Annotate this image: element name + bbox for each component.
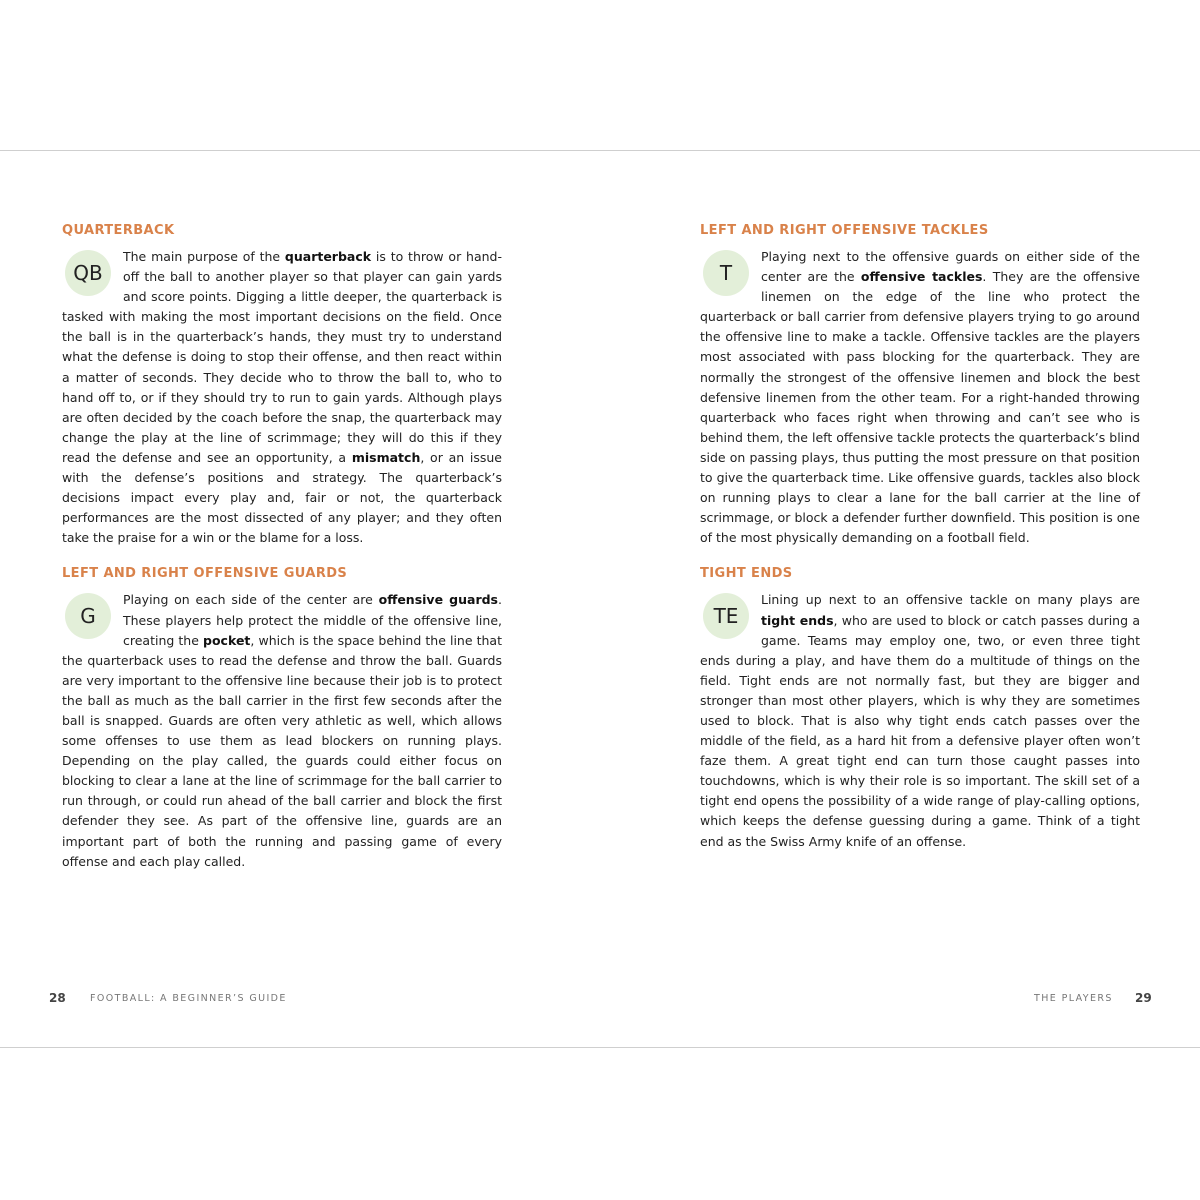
g-badge-icon: G [65, 593, 111, 639]
te-badge-icon: TE [703, 593, 749, 639]
section-tackles [700, 223, 1140, 548]
heading-quarterback: QUARTERBACK [62, 223, 175, 238]
term-mismatch: mismatch [351, 449, 421, 465]
left-page-number: 28 [49, 991, 66, 1005]
t-badge-icon: T [703, 250, 749, 296]
term-quarterback: quarterback [284, 249, 372, 264]
term-offensive-guards: offensive guards [378, 592, 498, 608]
right-page-number: 29 [1135, 991, 1152, 1005]
section-quarterback [62, 223, 502, 548]
term-offensive-tackles: offensive tackles [860, 269, 983, 285]
term-tight-ends: tight ends [761, 612, 834, 628]
paragraph-tackles: T Playing next to the offensive guards on either side of the center are the offensive tackles. They are the offensive linemen on the edge of the line who protect the quarterback or ball carrier from defensive players trying to go around the offensive line to make a tackle. Offensive tackles are the players most associated with pass blocking for the quarterback. They are normally the strongest of the offensive linemen and block the best defensive linemen from the other team. For a right-handed throwing quarterback who faces right when throwing and can’t see who is behind them, the left offensive tackle protects the quarterback’s blind side on passing plays, thus putting the most pressure on that position to give the quarterback time. Like offensive guards, tackles also block on running plays to clear a lane for the ball carrier at the line of scrimmage, or block a defender further downfield. This position is one of the most physically demanding on a football field. [700, 249, 1140, 546]
qb-badge-icon: QB [65, 250, 111, 296]
heading-tackles: LEFT AND RIGHT OFFENSIVE TACKLES [700, 223, 989, 238]
term-pocket: pocket [203, 632, 251, 648]
left-running-title: FOOTBALL: A BEGINNER’S GUIDE [90, 993, 287, 1004]
left-page-column [62, 223, 502, 890]
heading-tight-ends: TIGHT ENDS [700, 566, 793, 582]
paragraph-guards: G Playing on each side of the center are offensive guards. These players help protect the middle of the offensive line, creating the pocket, which is the space behind the line that the quarterback uses to read the defense and throw the ball. Guards are very important to the offensive line because their job is to protect the ball as much as the ball carrier in the first few seconds after the ball is snapped. Guards are often very athletic as well, which allows some offenses to use them as lead blockers on running plays. Depending on the play called, the guards could either focus on blocking to clear a lane at the line of scrimmage for the ball carrier to run through, or could run ahead of the ball carrier and block the first defender they see. As part of the offensive line, guards are an important part of both the running and passing game of every offense and each play called. [62, 592, 502, 869]
paragraph-tight-ends: TE Lining up next to an offensive tackle on many plays are tight ends, who are used to block or catch passes during a game. Teams may employ one, two, or even three tight ends during a play, and have them do a multitude of things on the field. Tight ends are not normally fast, but they are bigger and stronger than most other players, which is why they are sometimes used to block. That is also why tight ends catch passes over the middle of the field, as a hard hit from a defensive player often won’t faze them. A great tight end can turn those caught passes into touchdowns, which is why their role is so important. The skill set of a tight end opens the possibility of a wide range of play-calling options, which keeps the defense guessing during a game. Think of a tight end as the Swiss Army knife of an offense. [700, 592, 1140, 849]
right-page-column [700, 223, 1140, 870]
right-running-title: THE PLAYERS [1034, 993, 1113, 1004]
section-tight-ends [700, 566, 1140, 851]
heading-guards: LEFT AND RIGHT OFFENSIVE GUARDS [62, 566, 348, 582]
section-guards [62, 566, 502, 871]
book-spread [0, 150, 1200, 1048]
paragraph-quarterback: QB The main purpose of the quarterback is to throw or hand-off the ball to another player so that player can gain yards and score points. Digging a little deeper, the quarterback is tasked with making the most important decisions on the field. Once the ball is in the quarterback’s hands, they must try to understand what the defense is doing to stop their offense, and then react within a matter of seconds. They decide who to throw the ball to, who to hand off to, or if they should try to run to gain yards. Although plays are often decided by the coach before the snap, the quarterback may change the play at the line of scrimmage; they will do this if they read the defense and see an opportunity, a mismatch, or an issue with the defense’s positions and strategy. The quarterback’s decisions impact every play and, fair or not, the quarterback performances are the most dissected of any player; and they often take the praise for a win or the blame for a loss. [62, 249, 503, 546]
